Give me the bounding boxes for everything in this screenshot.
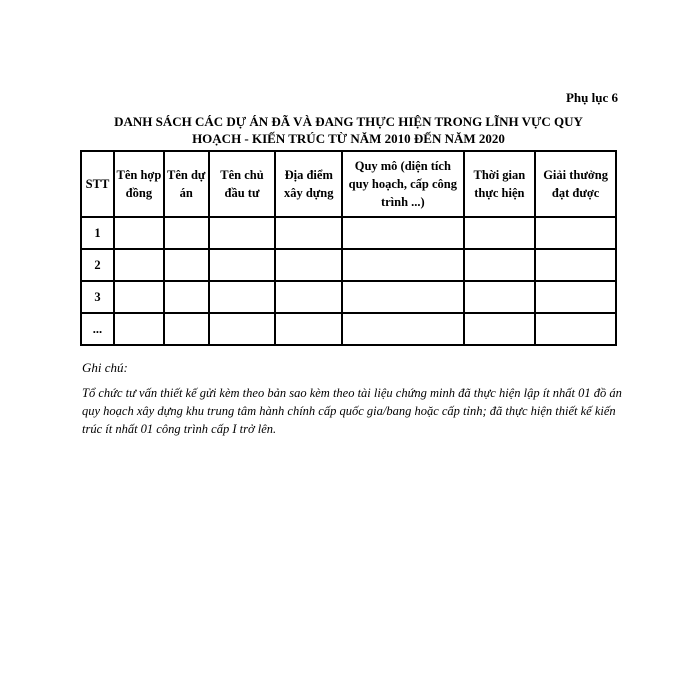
header-contract-name: Tên hợp đồng [114, 151, 164, 217]
document-title [80, 113, 617, 147]
table-cell [535, 313, 616, 345]
table-cell [464, 281, 536, 313]
table-cell [164, 281, 209, 313]
table-cell [209, 313, 276, 345]
table-cell [209, 281, 276, 313]
appendix-label: Phụ lục 6 [565, 90, 618, 105]
table-cell [114, 249, 164, 281]
table-header-row [81, 151, 616, 217]
table-cell [164, 249, 209, 281]
table-cell [342, 313, 463, 345]
table-cell: ... [81, 313, 114, 345]
header-project-name: Tên dự án [164, 151, 209, 217]
table-cell [164, 313, 209, 345]
table-cell [342, 281, 463, 313]
header-stt: STT [81, 151, 114, 217]
table-cell: 3 [81, 281, 114, 313]
table-cell [464, 313, 536, 345]
project-list-table [80, 150, 617, 346]
header-location: Địa điểm xây dựng [275, 151, 342, 217]
table-cell [164, 217, 209, 249]
note-label: Ghi chú: [82, 360, 128, 375]
table-cell [535, 217, 616, 249]
table-cell [535, 249, 616, 281]
table-row [81, 249, 616, 281]
table-cell [275, 281, 342, 313]
table-cell [464, 249, 536, 281]
table-cell [342, 249, 463, 281]
header-duration: Thời gian thực hiện [464, 151, 536, 217]
table-cell [535, 281, 616, 313]
title-line-1: DANH SÁCH CÁC DỰ ÁN ĐÃ VÀ ĐANG THỰC HIỆN TRONG LĨNH VỰC QUY [114, 114, 583, 129]
title-line-2: HOẠCH - KIẾN TRÚC TỪ NĂM 2010 ĐẾN NĂM 2020 [192, 131, 505, 146]
table-row [81, 281, 616, 313]
table-cell [209, 217, 276, 249]
table-cell [275, 217, 342, 249]
table-cell [275, 313, 342, 345]
table-cell [114, 217, 164, 249]
header-scale: Quy mô (diện tích quy hoạch, cấp công trình ...) [342, 151, 463, 217]
table-row [81, 217, 616, 249]
header-investor-name: Tên chủ đầu tư [209, 151, 276, 217]
table-cell: 1 [81, 217, 114, 249]
table-cell [114, 313, 164, 345]
table-cell: 2 [81, 249, 114, 281]
table-row [81, 313, 616, 345]
table-cell [275, 249, 342, 281]
table-cell [464, 217, 536, 249]
table-cell [342, 217, 463, 249]
note-body: Tổ chức tư vấn thiết kế gửi kèm theo bản sao kèm theo tài liệu chứng minh đã thực hiện lập ít nhất 01 đồ án quy hoạch xây dựng khu trung tâm hành chính cấp quốc gia/bang hoặc cấp tỉnh; đã thực hiện thiết kế kiến trúc ít nhất 01 công trình cấp I trở lên. [82, 386, 622, 436]
table-cell [114, 281, 164, 313]
table-cell [209, 249, 276, 281]
header-awards: Giải thưởng đạt được [535, 151, 616, 217]
